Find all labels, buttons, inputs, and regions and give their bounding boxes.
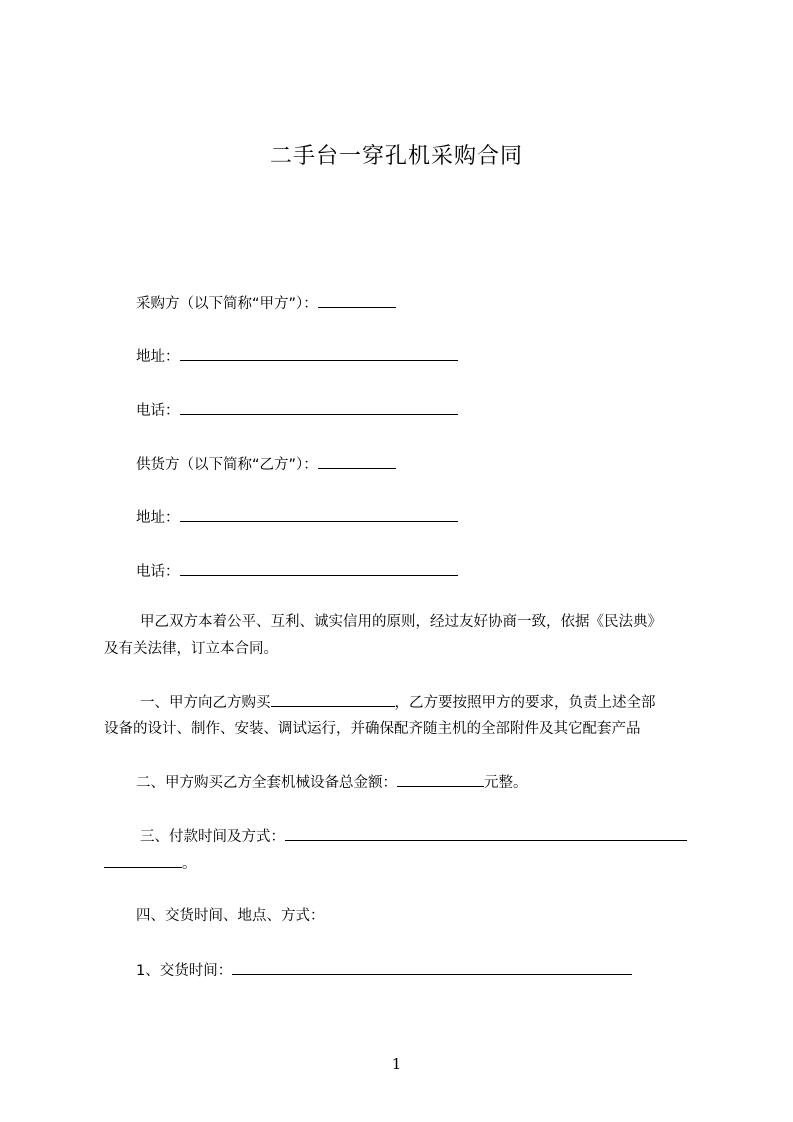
clause-4-item-1-line — [136, 960, 632, 981]
seller-address-label: 地址： — [136, 510, 180, 526]
clause-3-payment-blank — [285, 826, 687, 841]
seller-line — [136, 454, 396, 475]
clause-3-line-1 — [140, 826, 687, 847]
seller-address-line — [136, 507, 458, 528]
seller-phone-label: 电话： — [136, 564, 180, 580]
buyer-phone-line — [136, 400, 458, 421]
clause-3-line-2 — [104, 853, 197, 874]
clause-3-end: 。 — [182, 856, 197, 872]
delivery-time-blank — [232, 960, 632, 975]
buyer-phone-blank — [180, 400, 458, 415]
clause-1-line-1 — [140, 692, 656, 713]
clause-2-line — [136, 772, 528, 793]
page-number: 1 — [391, 1055, 402, 1073]
document-title: 二手台一穿孔机采购合同 — [269, 144, 523, 169]
clause-1-prefix: 一、甲方向乙方购买 — [140, 695, 271, 711]
clause-4-item-1-label: 1、交货时间： — [136, 963, 233, 979]
seller-address-blank — [180, 507, 458, 522]
preamble-line-1: 甲乙双方本着公平、互利、诚实信用的原则，经过友好协商一致，依据《民法典》 — [140, 614, 662, 630]
clause-3-continuation-blank — [104, 853, 182, 868]
buyer-line — [136, 293, 396, 314]
clause-2-amount-blank — [397, 772, 484, 787]
preamble-line-2: 及有关法律，订立本合同。 — [104, 641, 278, 657]
clause-4-heading: 四、交货时间、地点、方式： — [136, 908, 325, 924]
buyer-phone-label: 电话： — [136, 403, 180, 419]
buyer-address-label: 地址： — [136, 349, 180, 365]
clause-2-suffix: 元整。 — [484, 775, 528, 791]
buyer-name-blank — [318, 293, 396, 308]
seller-phone-blank — [180, 561, 458, 576]
buyer-label: 采购方（以下简称“甲方”）： — [136, 296, 318, 312]
clause-1-suffix: ，乙方要按照甲方的要求，负责上述全部 — [394, 695, 656, 711]
clause-2-prefix: 二、甲方购买乙方全套机械设备总金额： — [136, 775, 397, 791]
seller-phone-line — [136, 561, 458, 582]
clause-1-item-blank — [271, 692, 395, 707]
buyer-address-line — [136, 346, 458, 367]
buyer-address-blank — [180, 346, 458, 361]
seller-label: 供货方（以下简称“乙方”）： — [136, 457, 318, 473]
seller-name-blank — [318, 454, 396, 469]
clause-1-line-2: 设备的设计、制作、安装、调试运行，并确保配齐随主机的全部附件及其它配套产品 — [104, 721, 641, 737]
clause-3-prefix: 三、付款时间及方式： — [140, 829, 285, 845]
